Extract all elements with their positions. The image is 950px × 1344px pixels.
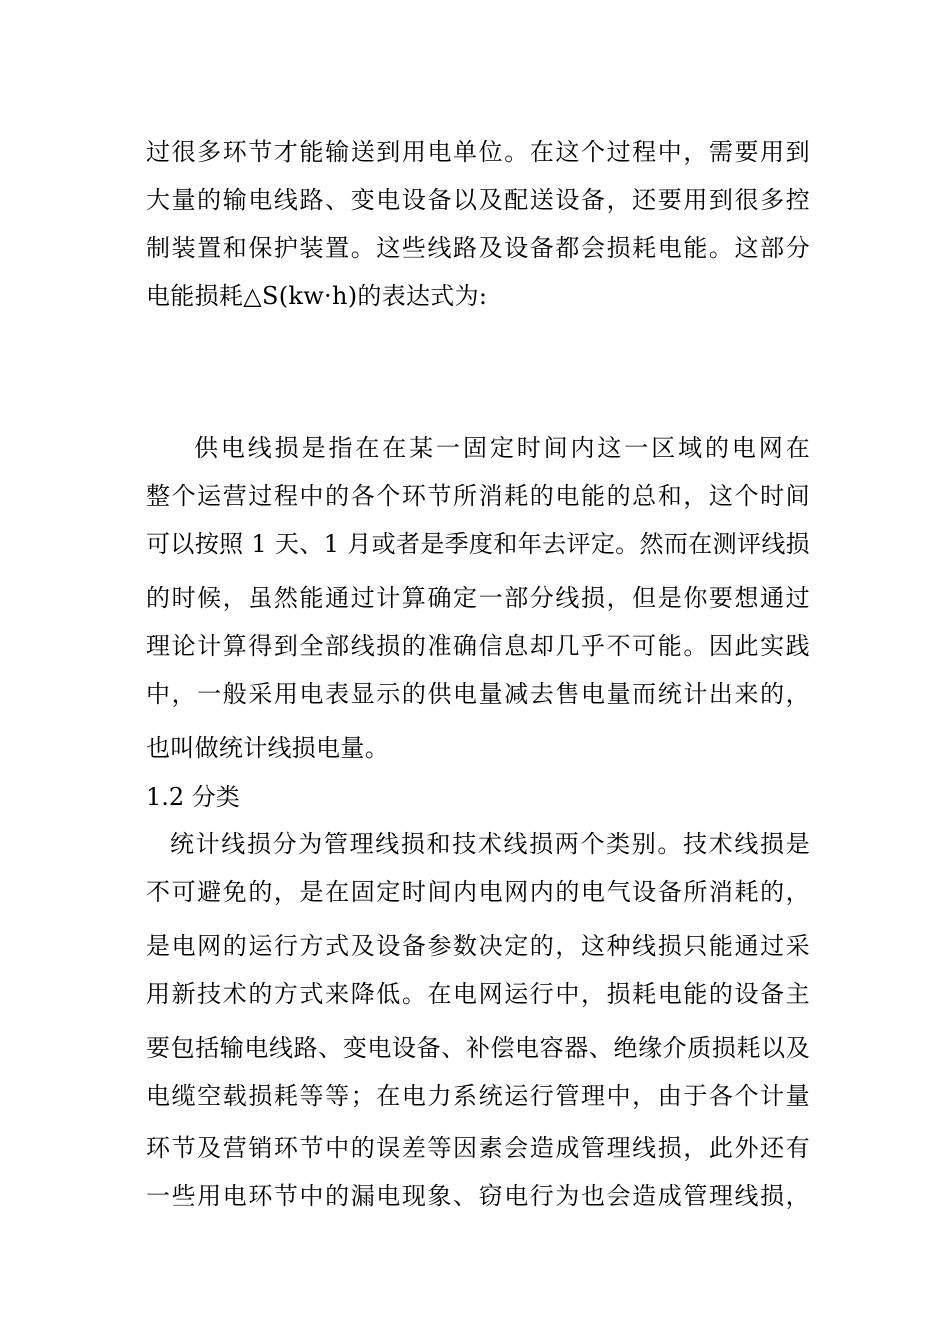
paragraph-3-line-2: 不可避免的，是在固定时间内电网内的电气设备所消耗的， <box>146 878 810 906</box>
paragraph-3-line-5: 要包括输电线路、变电设备、补偿电容器、绝缘介质损耗以及 <box>146 1034 810 1062</box>
paragraph-3-line-8: 一些用电环节中的漏电现象、窃电行为也会造成管理线损， <box>146 1182 810 1210</box>
paragraph-2-line-6: 中，一般采用电表显示的供电量减去售电量而统计出来的， <box>146 680 810 708</box>
section-heading: 1.2 分类 <box>146 783 240 811</box>
paragraph-2-line-4: 的时候，虽然能通过计算确定一部分线损，但是你要想通过 <box>146 584 810 612</box>
paragraph-2-line-1: 供电线损是指在在某一固定时间内这一区域的电网在 <box>194 434 810 462</box>
paragraph-3-line-7: 环节及营销环节中的误差等因素会造成管理线损，此外还有 <box>146 1134 810 1162</box>
paragraph-3-line-1: 统计线损分为管理线损和技术线损两个类别。技术线损是 <box>170 830 810 858</box>
paragraph-3-line-4: 用新技术的方式来降低。在电网运行中，损耗电能的设备主 <box>146 980 810 1008</box>
paragraph-1-line-4: 电能损耗△S(kw·h)的表达式为: <box>146 282 488 310</box>
paragraph-2-line-5: 理论计算得到全部线损的准确信息却几乎不可能。因此实践 <box>146 632 810 660</box>
paragraph-1-line-3: 制装置和保护装置。这些线路及设备都会损耗电能。这部分 <box>146 234 810 262</box>
paragraph-1-line-1: 过很多环节才能输送到用电单位。在这个过程中，需要用到 <box>146 138 810 166</box>
paragraph-2-line-3: 可以按照 1 天、1 月或者是季度和年去评定。然而在测评线损 <box>146 530 810 558</box>
paragraph-2-line-7: 也叫做统计线损电量。 <box>146 734 389 762</box>
paragraph-3-line-3: 是电网的运行方式及设备参数决定的，这种线损只能通过采 <box>146 932 810 960</box>
paragraph-2-line-2: 整个运营过程中的各个环节所消耗的电能的总和，这个时间 <box>146 482 810 510</box>
paragraph-3-line-6: 电缆空载损耗等等；在电力系统运行管理中，由于各个计量 <box>146 1082 810 1110</box>
paragraph-1-line-2: 大量的输电线路、变电设备以及配送设备，还要用到很多控 <box>146 186 810 214</box>
